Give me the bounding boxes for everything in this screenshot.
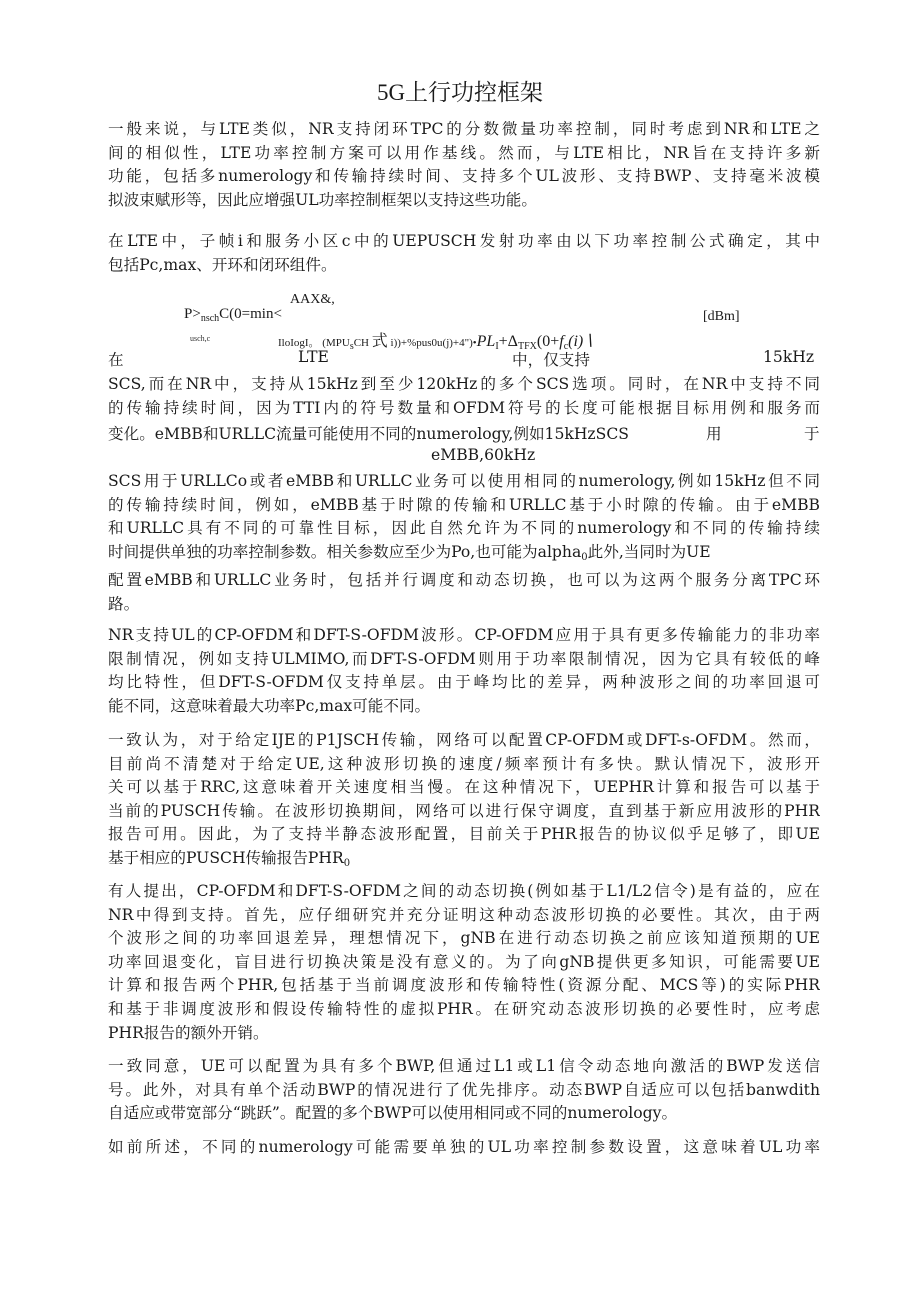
formula-p: P> [184,306,201,322]
text-line: SCS用于URLLCo或者eMBB和URLLC业务可以使用相同的numerology,例如15kHz但不同 [108,472,820,490]
formula-seg: i))+%pus0u(j)+4")• [390,337,477,349]
paragraph-numerology-line3 [108,422,820,446]
formula-p-sub: nsch [200,313,220,324]
formula-seg: (MPU [322,337,350,349]
text-line: 拟波束赋形等，因此应增强UL功率控制框架以支持这些功能。 [108,190,537,209]
paragraph-waveforms [108,624,820,718]
formula-min: C(0=min< [219,306,282,322]
text-line [108,541,820,570]
text-line: 一致同意，UE可以配置为具有多个BWP,但通过L1或L1信令动态地向激活的BWP发送信 [108,1057,820,1075]
formula-top: AAX&, [290,292,335,307]
formula-sub: TFX [517,341,537,352]
formula-sub: s [349,341,354,352]
paragraph-bwp [108,1055,820,1126]
text-word: LTE [298,348,329,366]
text-word: eMBB,60kHz [431,446,536,464]
text-seg: 时间提供单独的功率控制参数。相关参数应至少为Po,也可能为alpha [108,542,582,561]
text-line: 配置eMBB和URLLC业务时，包括并行调度和动态切换，也可以为这两个服务分离TPC环 [108,571,820,590]
formula-sub: c [563,341,569,352]
formula-sub: I [495,341,499,352]
text-line: 目前尚不清楚对于给定UE,这种波形切换的速度/频率预计有多快。默认情况下，波形开 [108,754,820,773]
text-word: 于 [804,425,820,443]
text-line: 报告可用。因此，为了支持半静态波形配置，目前关于PHR报告的协议似乎足够了，即UE [108,825,820,844]
text-line: 和URLLC具有不同的可靠性目标，因此自然允许为不同的numerology和不同的传输持续 [108,519,820,538]
text-seg: 此外,当同时为UE [587,542,711,561]
formula-seg: PL [476,333,496,350]
text-line: 间的相似性，LTE功率控制方案可以用作基线。然而，与LTE相比，NR旨在支持许多新 [108,143,820,162]
paragraph-embb-urllc [108,470,820,617]
text-line: 在LTE中，子帧i和服务小区c中的UEPUSCH发射功率由以下功率控制公式确定，其中 [108,232,820,250]
formula-seg: IloIogI。 [278,337,320,349]
text-line: 如前所述，不同的numerology可能需要单独的UL功率控制参数设置，这意味着UL功率 [108,1138,820,1156]
paragraph-lte-formula-intro [108,230,820,277]
text-line: 均比特性，但DFT-S-OFDM仅支持单层。由于峰均比的差异，两种波形之间的功率回退可 [108,673,820,692]
text-line: 路。 [108,594,140,613]
text-line: 有人提出，CP-OFDM和DFT-S-OFDM之间的动态切换(例如基于L1/L2信令)是有益的，应在 [108,882,820,900]
text-word: 在 [108,351,124,369]
text-word: 用 [706,425,722,443]
paragraph-intro [108,118,820,212]
text-word: 变化。eMBB和URLLC流量可能使用不同的numerology,例如15kHzSCS [108,425,629,443]
text-line: 号。此外，对具有单个活动BWP的情况进行了优先排序。动态BWP自适应可以包括banwdith [108,1080,820,1099]
formula-seg: CH [353,337,369,349]
text-line: 计算和报告两个PHR,包括基于当前调度波形和传输特性(资源分配、MCS等)的实际PHR [108,976,820,995]
text-line: 的传输持续时间，例如，eMBB基于时隙的传输和URLLC基于小时隙的传输。由于eMBB [108,495,820,514]
text-line: 能不同，这意味着最大功率Pc,max可能不同。 [108,696,431,715]
page-title: 5G上行功控框架 [376,80,544,105]
text-line: PHR报告的额外开销。 [108,1023,269,1042]
text-line: 功率回退变化，盲目进行切换决策是没有意义的。为了向gNB提供更多知识，可能需要UE [108,952,820,971]
formula-seg: 式 [371,333,388,350]
text-line: 的传输持续时间，因为TTI内的符号数量和OFDM符号的长度可能根据目标用例和服务而 [108,398,820,417]
text-line: NR中得到支持。首先，应仔细研究并充分证明这种动态波形切换的必要性。其次，由于两 [108,905,820,924]
text-line: SCS,而在NR中，支持从15kHz到至少120kHz的多个SCS选项。同时，在NR中支持不同 [108,375,820,393]
text-line: 包括Pc,max、开环和闭环组件。 [108,255,337,274]
text-line: NR支持UL的CP-OFDM和DFT-S-OFDM波形。CP-OFDM应用于具有更多传输能力的非功率 [108,626,820,644]
paragraph-ul-power-params [108,1136,820,1160]
formula-seg: (i)∖ [568,333,594,350]
text-line: 个波形之间的功率回退差异，理想情况下，gNB在进行动态切换之前应该知道预期的UE [108,929,820,948]
text-sub: 0 [343,857,351,869]
formula-seg: f [559,333,564,350]
text-sub: 0 [581,551,588,563]
text-line: 和基于非调度波形和假设传输特性的虚拟PHR。在研究动态波形切换的必要性时，应考虑 [108,999,820,1018]
text-word: 15kHz [763,348,815,366]
paragraph-waveform-switch [108,729,820,876]
formula-seg: (0+ [536,333,560,350]
formula-low-left: usch,c [190,334,211,343]
text-line: 一致认为，对于给定IJE的P1JSCH传输，网络可以配置CP-OFDM或DFT-s-OFDM。然而， [108,731,820,749]
text-seg: 基于相应的PUSCH传输报告PHR [108,848,344,867]
paragraph-dynamic-switch [108,880,820,1045]
text-line: 关可以基于RRC,这意味着开关速度相当慢。在这种情况下，UEPHR计算和报告可以基于 [108,778,820,797]
paragraph-numerology [108,373,820,420]
text-line: 一般来说，与LTE类似，NR支持闭环TPC的分数微量功率控制，同时考虑到NR和LTE之 [108,120,820,138]
text-line: 自适应或带宽部分“跳跃”。配置的多个BWP可以使用相同或不同的numerology。 [108,1104,678,1123]
text-word: 中，仅支持 [512,351,590,369]
text-line: 限制情况，例如支持ULMIMO,而DFT-S-OFDM则用于功率限制情况，因为它具有较低的峰 [108,649,820,668]
text-line: 当前的PUSCH传输。在波形切换期间，网络可以进行保守调度，直到基于新应用波形的PHR [108,801,820,820]
paragraph-numerology-first-line [108,348,820,372]
formula-seg: +Δ [498,333,518,350]
formula-main [184,306,282,324]
paragraph-numerology-line4 [108,446,820,470]
formula-unit: [dBm] [703,309,740,324]
text-line [108,847,820,876]
text-line: 功能，包括多numerology和传输持续时间、支持多个UL波形、支持BWP、支持毫米波模 [108,167,820,186]
